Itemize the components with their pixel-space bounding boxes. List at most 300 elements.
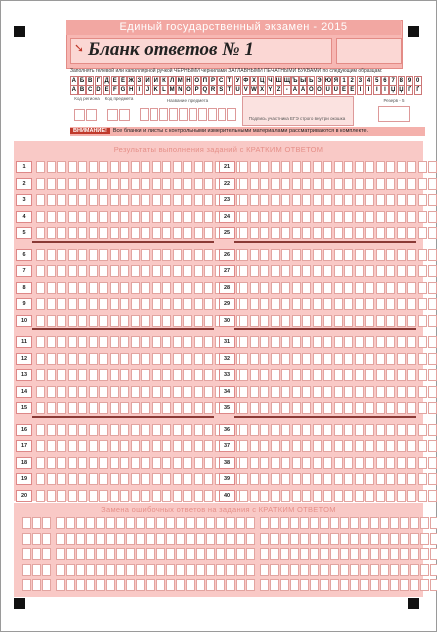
answer-cell[interactable] [162, 424, 171, 436]
answer-cell[interactable] [344, 440, 353, 452]
replacement-answer-cell[interactable] [410, 533, 419, 545]
answer-cell[interactable] [418, 490, 427, 502]
answer-cell[interactable] [355, 298, 364, 310]
answer-cell[interactable] [376, 369, 385, 381]
replacement-number-cell[interactable] [226, 564, 235, 576]
answer-cell[interactable] [68, 353, 77, 365]
answer-cell[interactable] [418, 315, 427, 327]
answer-cell[interactable] [239, 282, 248, 294]
answer-cell[interactable] [173, 336, 182, 348]
answer-cell[interactable] [57, 490, 66, 502]
replacement-answer-cell[interactable] [76, 579, 85, 591]
replacement-answer-cell[interactable] [390, 579, 399, 591]
answer-cell[interactable] [376, 211, 385, 223]
answer-cell[interactable] [418, 440, 427, 452]
answer-cell[interactable] [204, 490, 213, 502]
replacement-answer-cell[interactable] [196, 533, 205, 545]
answer-cell[interactable] [239, 161, 248, 173]
answer-cell[interactable] [204, 353, 213, 365]
answer-cell[interactable] [386, 265, 395, 277]
answer-cell[interactable] [281, 457, 290, 469]
replacement-answer-cell[interactable] [66, 548, 75, 560]
answer-cell[interactable] [397, 282, 406, 294]
replacement-answer-cell[interactable] [146, 579, 155, 591]
replacement-number-cell[interactable] [226, 579, 235, 591]
answer-cell[interactable] [344, 386, 353, 398]
replacement-answer-cell[interactable] [86, 564, 95, 576]
replacement-answer-cell[interactable] [310, 517, 319, 529]
answer-cell[interactable] [407, 265, 416, 277]
answer-cell[interactable] [141, 336, 150, 348]
answer-cell[interactable] [302, 211, 311, 223]
replacement-answer-cell[interactable] [76, 548, 85, 560]
answer-cell[interactable] [313, 282, 322, 294]
answer-cell[interactable] [99, 336, 108, 348]
answer-cell[interactable] [131, 402, 140, 414]
answer-cell[interactable] [313, 178, 322, 190]
answer-cell[interactable] [131, 457, 140, 469]
answer-cell[interactable] [281, 369, 290, 381]
replacement-answer-cell[interactable] [430, 533, 437, 545]
answer-cell[interactable] [204, 178, 213, 190]
answer-cell[interactable] [110, 178, 119, 190]
replacement-answer-cell[interactable] [350, 533, 359, 545]
answer-cell[interactable] [313, 249, 322, 261]
answer-cell[interactable] [68, 473, 77, 485]
answer-cell[interactable] [407, 457, 416, 469]
answer-cell[interactable] [68, 402, 77, 414]
answer-cell[interactable] [292, 386, 301, 398]
answer-cell[interactable] [173, 353, 182, 365]
answer-cell[interactable] [302, 386, 311, 398]
answer-cell[interactable] [302, 194, 311, 206]
answer-cell[interactable] [239, 353, 248, 365]
replacement-answer-cell[interactable] [116, 533, 125, 545]
replacement-answer-cell[interactable] [420, 517, 429, 529]
answer-cell[interactable] [397, 249, 406, 261]
answer-cell[interactable] [89, 336, 98, 348]
answer-cell[interactable] [281, 249, 290, 261]
subject-name-cell[interactable] [189, 108, 198, 121]
answer-cell[interactable] [334, 386, 343, 398]
answer-cell[interactable] [68, 282, 77, 294]
answer-cell[interactable] [355, 490, 364, 502]
answer-cell[interactable] [323, 353, 332, 365]
answer-cell[interactable] [57, 386, 66, 398]
answer-cell[interactable] [152, 490, 161, 502]
answer-cell[interactable] [89, 282, 98, 294]
answer-cell[interactable] [131, 490, 140, 502]
answer-cell[interactable] [152, 440, 161, 452]
replacement-answer-cell[interactable] [146, 548, 155, 560]
answer-cell[interactable] [68, 178, 77, 190]
answer-cell[interactable] [313, 227, 322, 239]
answer-cell[interactable] [313, 315, 322, 327]
answer-cell[interactable] [36, 315, 45, 327]
answer-cell[interactable] [281, 440, 290, 452]
answer-cell[interactable] [260, 282, 269, 294]
replacement-answer-cell[interactable] [86, 548, 95, 560]
answer-cell[interactable] [47, 402, 56, 414]
answer-cell[interactable] [204, 424, 213, 436]
subject-name-cell[interactable] [198, 108, 207, 121]
replacement-answer-cell[interactable] [42, 579, 51, 591]
answer-cell[interactable] [194, 227, 203, 239]
answer-cell[interactable] [183, 298, 192, 310]
answer-cell[interactable] [260, 249, 269, 261]
answer-cell[interactable] [397, 298, 406, 310]
answer-cell[interactable] [355, 386, 364, 398]
subject-code-cell-2[interactable] [119, 109, 130, 121]
answer-cell[interactable] [292, 369, 301, 381]
answer-cell[interactable] [271, 353, 280, 365]
subject-name-cell[interactable] [140, 108, 149, 121]
answer-cell[interactable] [355, 315, 364, 327]
answer-cell[interactable] [407, 315, 416, 327]
answer-cell[interactable] [302, 457, 311, 469]
answer-cell[interactable] [204, 473, 213, 485]
answer-cell[interactable] [57, 353, 66, 365]
answer-cell[interactable] [292, 178, 301, 190]
replacement-answer-cell[interactable] [66, 564, 75, 576]
answer-cell[interactable] [162, 353, 171, 365]
answer-cell[interactable] [334, 424, 343, 436]
replacement-answer-cell[interactable] [300, 533, 309, 545]
answer-cell[interactable] [334, 161, 343, 173]
answer-cell[interactable] [334, 265, 343, 277]
answer-cell[interactable] [110, 353, 119, 365]
answer-cell[interactable] [173, 315, 182, 327]
signature-box[interactable] [242, 96, 354, 126]
answer-cell[interactable] [334, 440, 343, 452]
answer-cell[interactable] [397, 457, 406, 469]
answer-cell[interactable] [99, 386, 108, 398]
answer-cell[interactable] [183, 473, 192, 485]
replacement-answer-cell[interactable] [260, 533, 269, 545]
answer-cell[interactable] [323, 402, 332, 414]
answer-cell[interactable] [47, 490, 56, 502]
answer-cell[interactable] [428, 249, 437, 261]
replacement-answer-cell[interactable] [66, 579, 75, 591]
answer-cell[interactable] [323, 315, 332, 327]
replacement-answer-cell[interactable] [106, 548, 115, 560]
answer-cell[interactable] [194, 282, 203, 294]
answer-cell[interactable] [36, 336, 45, 348]
answer-cell[interactable] [250, 298, 259, 310]
answer-cell[interactable] [397, 402, 406, 414]
answer-cell[interactable] [194, 473, 203, 485]
replacement-number-cell[interactable] [22, 579, 31, 591]
answer-cell[interactable] [239, 265, 248, 277]
answer-cell[interactable] [78, 336, 87, 348]
answer-cell[interactable] [323, 473, 332, 485]
answer-cell[interactable] [120, 265, 129, 277]
answer-cell[interactable] [89, 457, 98, 469]
answer-cell[interactable] [152, 386, 161, 398]
replacement-number-cell[interactable] [22, 564, 31, 576]
replacement-answer-cell[interactable] [116, 579, 125, 591]
replacement-answer-cell[interactable] [116, 548, 125, 560]
answer-cell[interactable] [271, 194, 280, 206]
answer-cell[interactable] [260, 161, 269, 173]
replacement-answer-cell[interactable] [176, 517, 185, 529]
replacement-answer-cell[interactable] [340, 564, 349, 576]
answer-cell[interactable] [204, 298, 213, 310]
answer-cell[interactable] [344, 490, 353, 502]
answer-cell[interactable] [334, 298, 343, 310]
answer-cell[interactable] [194, 315, 203, 327]
answer-cell[interactable] [292, 473, 301, 485]
answer-cell[interactable] [47, 298, 56, 310]
replacement-answer-cell[interactable] [206, 564, 215, 576]
replacement-answer-cell[interactable] [42, 533, 51, 545]
replacement-answer-cell[interactable] [280, 548, 289, 560]
answer-cell[interactable] [239, 298, 248, 310]
answer-cell[interactable] [344, 265, 353, 277]
answer-cell[interactable] [131, 473, 140, 485]
replacement-answer-cell[interactable] [340, 533, 349, 545]
answer-cell[interactable] [89, 265, 98, 277]
answer-cell[interactable] [365, 282, 374, 294]
answer-cell[interactable] [292, 161, 301, 173]
answer-cell[interactable] [323, 386, 332, 398]
answer-cell[interactable] [313, 490, 322, 502]
answer-cell[interactable] [302, 265, 311, 277]
answer-cell[interactable] [334, 178, 343, 190]
answer-cell[interactable] [250, 336, 259, 348]
answer-cell[interactable] [36, 473, 45, 485]
answer-cell[interactable] [281, 386, 290, 398]
answer-cell[interactable] [397, 386, 406, 398]
answer-cell[interactable] [344, 249, 353, 261]
answer-cell[interactable] [194, 298, 203, 310]
replacement-answer-cell[interactable] [96, 517, 105, 529]
answer-cell[interactable] [344, 161, 353, 173]
answer-cell[interactable] [365, 161, 374, 173]
answer-cell[interactable] [250, 424, 259, 436]
answer-cell[interactable] [131, 227, 140, 239]
answer-cell[interactable] [302, 227, 311, 239]
answer-cell[interactable] [110, 473, 119, 485]
replacement-number-cell[interactable] [22, 533, 31, 545]
answer-cell[interactable] [47, 353, 56, 365]
answer-cell[interactable] [152, 194, 161, 206]
replacement-answer-cell[interactable] [56, 533, 65, 545]
answer-cell[interactable] [78, 282, 87, 294]
replacement-answer-cell[interactable] [400, 533, 409, 545]
answer-cell[interactable] [281, 265, 290, 277]
answer-cell[interactable] [313, 424, 322, 436]
replacement-answer-cell[interactable] [42, 517, 51, 529]
answer-cell[interactable] [36, 249, 45, 261]
answer-cell[interactable] [292, 282, 301, 294]
replacement-answer-cell[interactable] [86, 533, 95, 545]
replacement-answer-cell[interactable] [136, 517, 145, 529]
answer-cell[interactable] [89, 161, 98, 173]
answer-cell[interactable] [407, 178, 416, 190]
answer-cell[interactable] [365, 424, 374, 436]
answer-cell[interactable] [407, 473, 416, 485]
answer-cell[interactable] [36, 282, 45, 294]
answer-cell[interactable] [313, 265, 322, 277]
answer-cell[interactable] [386, 353, 395, 365]
replacement-number-cell[interactable] [22, 517, 31, 529]
answer-cell[interactable] [397, 473, 406, 485]
answer-cell[interactable] [386, 227, 395, 239]
answer-cell[interactable] [323, 211, 332, 223]
replacement-answer-cell[interactable] [216, 564, 225, 576]
answer-cell[interactable] [173, 298, 182, 310]
answer-cell[interactable] [194, 178, 203, 190]
answer-cell[interactable] [131, 298, 140, 310]
answer-cell[interactable] [271, 249, 280, 261]
answer-cell[interactable] [141, 490, 150, 502]
answer-cell[interactable] [68, 490, 77, 502]
answer-cell[interactable] [344, 457, 353, 469]
answer-cell[interactable] [334, 457, 343, 469]
replacement-answer-cell[interactable] [400, 548, 409, 560]
answer-cell[interactable] [68, 457, 77, 469]
answer-cell[interactable] [57, 298, 66, 310]
answer-cell[interactable] [271, 211, 280, 223]
answer-cell[interactable] [386, 178, 395, 190]
replacement-answer-cell[interactable] [380, 579, 389, 591]
replacement-answer-cell[interactable] [126, 548, 135, 560]
answer-cell[interactable] [428, 440, 437, 452]
answer-cell[interactable] [292, 194, 301, 206]
answer-cell[interactable] [365, 227, 374, 239]
answer-cell[interactable] [89, 490, 98, 502]
replacement-answer-cell[interactable] [66, 517, 75, 529]
replacement-answer-cell[interactable] [380, 517, 389, 529]
answer-cell[interactable] [162, 336, 171, 348]
answer-cell[interactable] [57, 440, 66, 452]
answer-cell[interactable] [204, 315, 213, 327]
answer-cell[interactable] [183, 457, 192, 469]
answer-cell[interactable] [204, 386, 213, 398]
answer-cell[interactable] [428, 336, 437, 348]
replacement-answer-cell[interactable] [390, 564, 399, 576]
replacement-answer-cell[interactable] [206, 533, 215, 545]
answer-cell[interactable] [250, 194, 259, 206]
answer-cell[interactable] [428, 473, 437, 485]
answer-cell[interactable] [183, 353, 192, 365]
answer-cell[interactable] [281, 402, 290, 414]
answer-cell[interactable] [397, 353, 406, 365]
answer-cell[interactable] [428, 424, 437, 436]
answer-cell[interactable] [376, 457, 385, 469]
answer-cell[interactable] [162, 457, 171, 469]
answer-cell[interactable] [57, 178, 66, 190]
answer-cell[interactable] [141, 227, 150, 239]
answer-cell[interactable] [302, 298, 311, 310]
answer-cell[interactable] [141, 473, 150, 485]
answer-cell[interactable] [271, 457, 280, 469]
answer-cell[interactable] [57, 473, 66, 485]
answer-cell[interactable] [68, 424, 77, 436]
answer-cell[interactable] [376, 315, 385, 327]
answer-cell[interactable] [355, 282, 364, 294]
replacement-answer-cell[interactable] [166, 533, 175, 545]
answer-cell[interactable] [110, 249, 119, 261]
replacement-answer-cell[interactable] [360, 564, 369, 576]
answer-cell[interactable] [271, 227, 280, 239]
answer-cell[interactable] [428, 490, 437, 502]
answer-cell[interactable] [250, 265, 259, 277]
answer-cell[interactable] [323, 282, 332, 294]
answer-cell[interactable] [99, 282, 108, 294]
answer-cell[interactable] [120, 315, 129, 327]
answer-cell[interactable] [386, 194, 395, 206]
answer-cell[interactable] [355, 249, 364, 261]
answer-cell[interactable] [162, 490, 171, 502]
answer-cell[interactable] [386, 298, 395, 310]
answer-cell[interactable] [120, 249, 129, 261]
answer-cell[interactable] [131, 369, 140, 381]
answer-cell[interactable] [47, 282, 56, 294]
replacement-answer-cell[interactable] [206, 517, 215, 529]
replacement-answer-cell[interactable] [410, 517, 419, 529]
answer-cell[interactable] [365, 336, 374, 348]
answer-cell[interactable] [68, 315, 77, 327]
answer-cell[interactable] [281, 211, 290, 223]
answer-cell[interactable] [418, 473, 427, 485]
replacement-answer-cell[interactable] [96, 533, 105, 545]
replacement-answer-cell[interactable] [116, 564, 125, 576]
answer-cell[interactable] [204, 457, 213, 469]
answer-cell[interactable] [152, 249, 161, 261]
answer-cell[interactable] [110, 440, 119, 452]
answer-cell[interactable] [281, 178, 290, 190]
replacement-answer-cell[interactable] [370, 533, 379, 545]
answer-cell[interactable] [78, 473, 87, 485]
answer-cell[interactable] [47, 336, 56, 348]
replacement-answer-cell[interactable] [126, 517, 135, 529]
answer-cell[interactable] [141, 249, 150, 261]
replacement-answer-cell[interactable] [320, 548, 329, 560]
subject-name-cell[interactable] [227, 108, 236, 121]
answer-cell[interactable] [183, 282, 192, 294]
answer-cell[interactable] [183, 194, 192, 206]
answer-cell[interactable] [250, 282, 259, 294]
replacement-answer-cell[interactable] [166, 548, 175, 560]
answer-cell[interactable] [57, 194, 66, 206]
answer-cell[interactable] [173, 440, 182, 452]
answer-cell[interactable] [36, 161, 45, 173]
answer-cell[interactable] [302, 178, 311, 190]
answer-cell[interactable] [313, 440, 322, 452]
answer-cell[interactable] [120, 440, 129, 452]
answer-cell[interactable] [250, 315, 259, 327]
answer-cell[interactable] [418, 457, 427, 469]
answer-cell[interactable] [173, 402, 182, 414]
answer-cell[interactable] [418, 178, 427, 190]
replacement-answer-cell[interactable] [270, 517, 279, 529]
answer-cell[interactable] [194, 424, 203, 436]
replacement-answer-cell[interactable] [310, 579, 319, 591]
answer-cell[interactable] [141, 457, 150, 469]
answer-cell[interactable] [397, 178, 406, 190]
replacement-answer-cell[interactable] [156, 548, 165, 560]
answer-cell[interactable] [152, 298, 161, 310]
replacement-answer-cell[interactable] [176, 533, 185, 545]
answer-cell[interactable] [131, 440, 140, 452]
answer-cell[interactable] [194, 386, 203, 398]
answer-cell[interactable] [355, 227, 364, 239]
answer-cell[interactable] [131, 315, 140, 327]
answer-cell[interactable] [428, 353, 437, 365]
answer-cell[interactable] [68, 194, 77, 206]
